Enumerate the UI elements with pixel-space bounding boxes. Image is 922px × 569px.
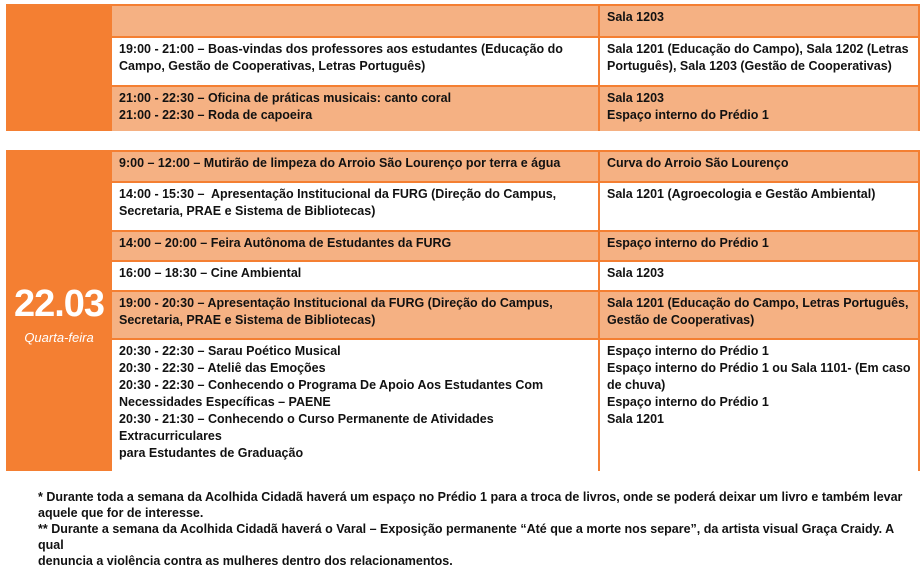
event-line: 20:30 - 22:30 – Ateliê das Emoções	[119, 361, 326, 375]
table-row	[112, 6, 918, 38]
event-line: 20:30 - 21:30 – Conhecendo o Curso Permanente de Atividades Extracurriculares	[119, 412, 498, 443]
place-line: Espaço interno do Prédio 1	[607, 108, 769, 122]
event-line: 14:00 - 15:30 – Apresentação Institucional da FURG (Direção do Campus,	[119, 187, 557, 201]
table-row	[112, 87, 918, 131]
event-line: Campo, Gestão de Cooperativas, Letras Português)	[119, 59, 426, 73]
event-line: Necessidades Específicas – PAENE	[119, 395, 331, 409]
event-cell	[112, 340, 600, 471]
place-line: Espaço interno do Prédio 1 ou Sala 1101- (Em caso	[607, 361, 911, 375]
event-cell	[112, 292, 600, 338]
table-row	[112, 232, 918, 262]
event-line: 21:00 - 22:30 – Roda de capoeira	[119, 108, 313, 122]
footnote-line: aquele que for de interesse.	[38, 506, 204, 520]
event-line: 20:30 - 22:30 – Sarau Poético Musical	[119, 344, 341, 358]
event-line: 19:00 - 20:30 – Apresentação Institucional da FURG (Direção do Campus,	[119, 296, 553, 310]
event-cell	[112, 183, 600, 230]
place-line: Curva do Arroio São Lourenço	[607, 156, 789, 170]
event-cell	[112, 232, 600, 260]
event-line: 14:00 – 20:00 – Feira Autônoma de Estudantes da FURG	[119, 236, 452, 250]
footnote-line: * Durante toda a semana da Acolhida Cidadã haverá um espaço no Prédio 1 para a troca de livros, onde se poderá deixar um livro e também levar	[38, 490, 903, 504]
place-line: Sala 1203	[607, 266, 664, 280]
table-row	[112, 183, 918, 232]
table-row	[112, 292, 918, 340]
table-row	[112, 152, 918, 183]
date-label: 22.03	[13, 283, 105, 325]
date-cell-blank	[6, 4, 112, 131]
footnote-line: ** Durante a semana da Acolhida Cidadã haverá o Varal – Exposição permanente “Até que a morte nos separe”, da artista visual Graça Craidy. A qual	[38, 522, 894, 552]
schedule-rows	[112, 4, 920, 131]
footnote-line: denuncia a violência contra as mulheres dentro dos relacionamentos.	[38, 554, 453, 568]
schedule-block-22-03	[6, 150, 920, 471]
place-line: Espaço interno do Prédio 1	[607, 344, 769, 358]
place-cell	[600, 262, 918, 290]
event-cell	[112, 152, 600, 181]
event-line: para Estudantes de Graduação	[119, 446, 304, 460]
place-line: de chuva)	[607, 378, 666, 392]
place-cell	[600, 292, 918, 338]
place-line: Sala 1203	[607, 10, 664, 24]
table-row	[112, 340, 918, 471]
event-cell	[112, 262, 600, 290]
table-row	[112, 262, 918, 292]
place-line: Sala 1201	[607, 412, 664, 426]
place-cell	[600, 152, 918, 181]
place-line: Sala 1201 (Agroecologia e Gestão Ambiental)	[607, 187, 876, 201]
schedule-block-previous-day	[6, 4, 920, 131]
place-line: Espaço interno do Prédio 1	[607, 236, 769, 250]
event-line: Secretaria, PRAE e Sistema de Bibliotecas)	[119, 204, 376, 218]
place-cell	[600, 38, 918, 85]
event-line: 16:00 – 18:30 – Cine Ambiental	[119, 266, 302, 280]
place-cell	[600, 232, 918, 260]
place-cell	[600, 183, 918, 230]
place-cell	[600, 87, 918, 131]
place-line: Português), Sala 1203 (Gestão de Cooperativas)	[607, 59, 892, 73]
table-row	[112, 38, 918, 87]
place-line: Sala 1203	[607, 91, 664, 105]
place-line: Gestão de Cooperativas)	[607, 313, 755, 327]
place-line: Espaço interno do Prédio 1	[607, 395, 769, 409]
event-line: 20:30 - 22:30 – Conhecendo o Programa De Apoio Aos Estudantes Com	[119, 378, 544, 392]
place-line: Sala 1201 (Educação do Campo, Letras Português,	[607, 296, 909, 310]
event-cell	[112, 6, 600, 36]
place-line: Sala 1201 (Educação do Campo), Sala 1202 (Letras	[607, 42, 909, 56]
date-cell	[6, 150, 112, 471]
weekday-label: Quarta-feira	[24, 330, 94, 345]
event-line: Secretaria, PRAE e Sistema de Bibliotecas)	[119, 313, 376, 327]
event-cell	[112, 38, 600, 85]
event-line: 21:00 - 22:30 – Oficina de práticas musicais: canto coral	[119, 91, 452, 105]
event-cell	[112, 87, 600, 131]
footnotes	[38, 489, 908, 569]
event-line: 19:00 - 21:00 – Boas-vindas dos professores aos estudantes (Educação do	[119, 42, 563, 56]
place-cell	[600, 6, 918, 36]
event-line: 9:00 – 12:00 – Mutirão de limpeza do Arroio São Lourenço por terra e água	[119, 156, 561, 170]
schedule-rows	[112, 150, 920, 471]
place-cell	[600, 340, 918, 471]
